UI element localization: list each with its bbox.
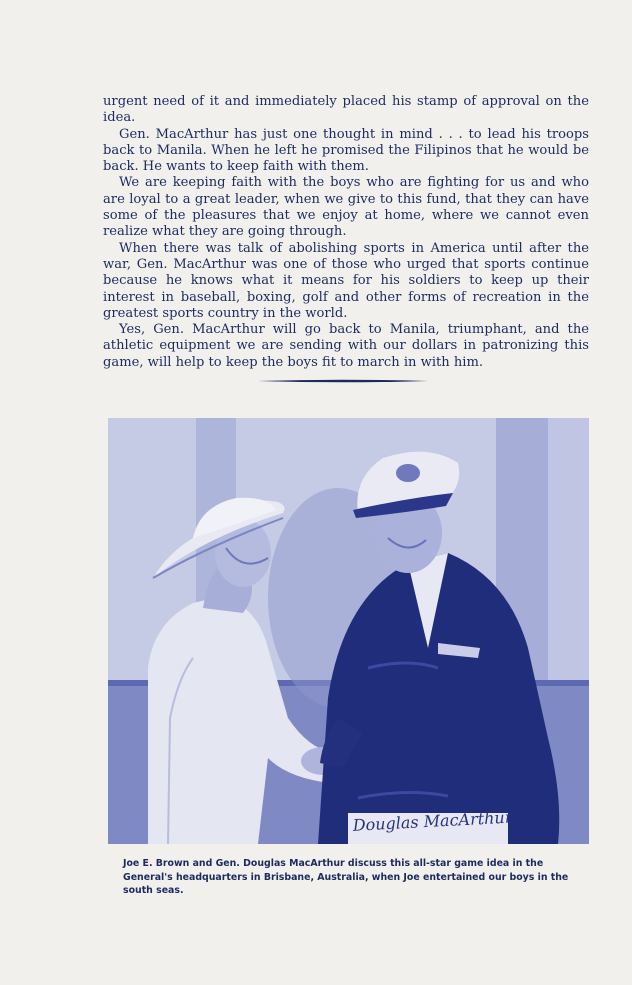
paragraph-4: When there was talk of abolishing sports in America until after the war, Gen. MacArthur was one of those who urged that sports continue because he knows what it means for his soldiers to keep up their interest in baseball, boxing, golf and other forms of recreation in the greatest sports country in the world. xyxy=(103,240,589,321)
photo-brown-macarthur xyxy=(108,418,589,844)
paragraph-5: Yes, Gen. MacArthur will go back to Manila, triumphant, and the athletic equipment we are sending with our dollars in patronizing this game, will help to keep the boys fit to march in with him. xyxy=(103,322,589,370)
paragraph-2: Gen. MacArthur has just one thought in mind . . . to lead his troops back to Manila. When he left he promised the Filipinos that he would be back. He wants to keep faith with them. xyxy=(103,126,589,175)
signature: Douglas MacArthur xyxy=(352,807,513,835)
article-text xyxy=(103,94,589,371)
photo-caption: Joe E. Brown and Gen. Douglas MacArthur discuss this all-star game idea in the General's headquarters in Brisbane, Australia, when Joe entertained our boys in the south seas. xyxy=(123,858,569,896)
decorative-divider xyxy=(258,379,428,383)
paragraph-3: We are keeping faith with the boys who are fighting for us and who are loyal to a great leader, when we give to this fund, that they can have some of the pleasures that we enjoy at home, where we cannot even realize what they are going through. xyxy=(103,175,589,240)
paragraph-1: urgent need of it and immediately placed his stamp of approval on the idea. xyxy=(103,94,589,126)
photo-illustration xyxy=(108,418,589,844)
